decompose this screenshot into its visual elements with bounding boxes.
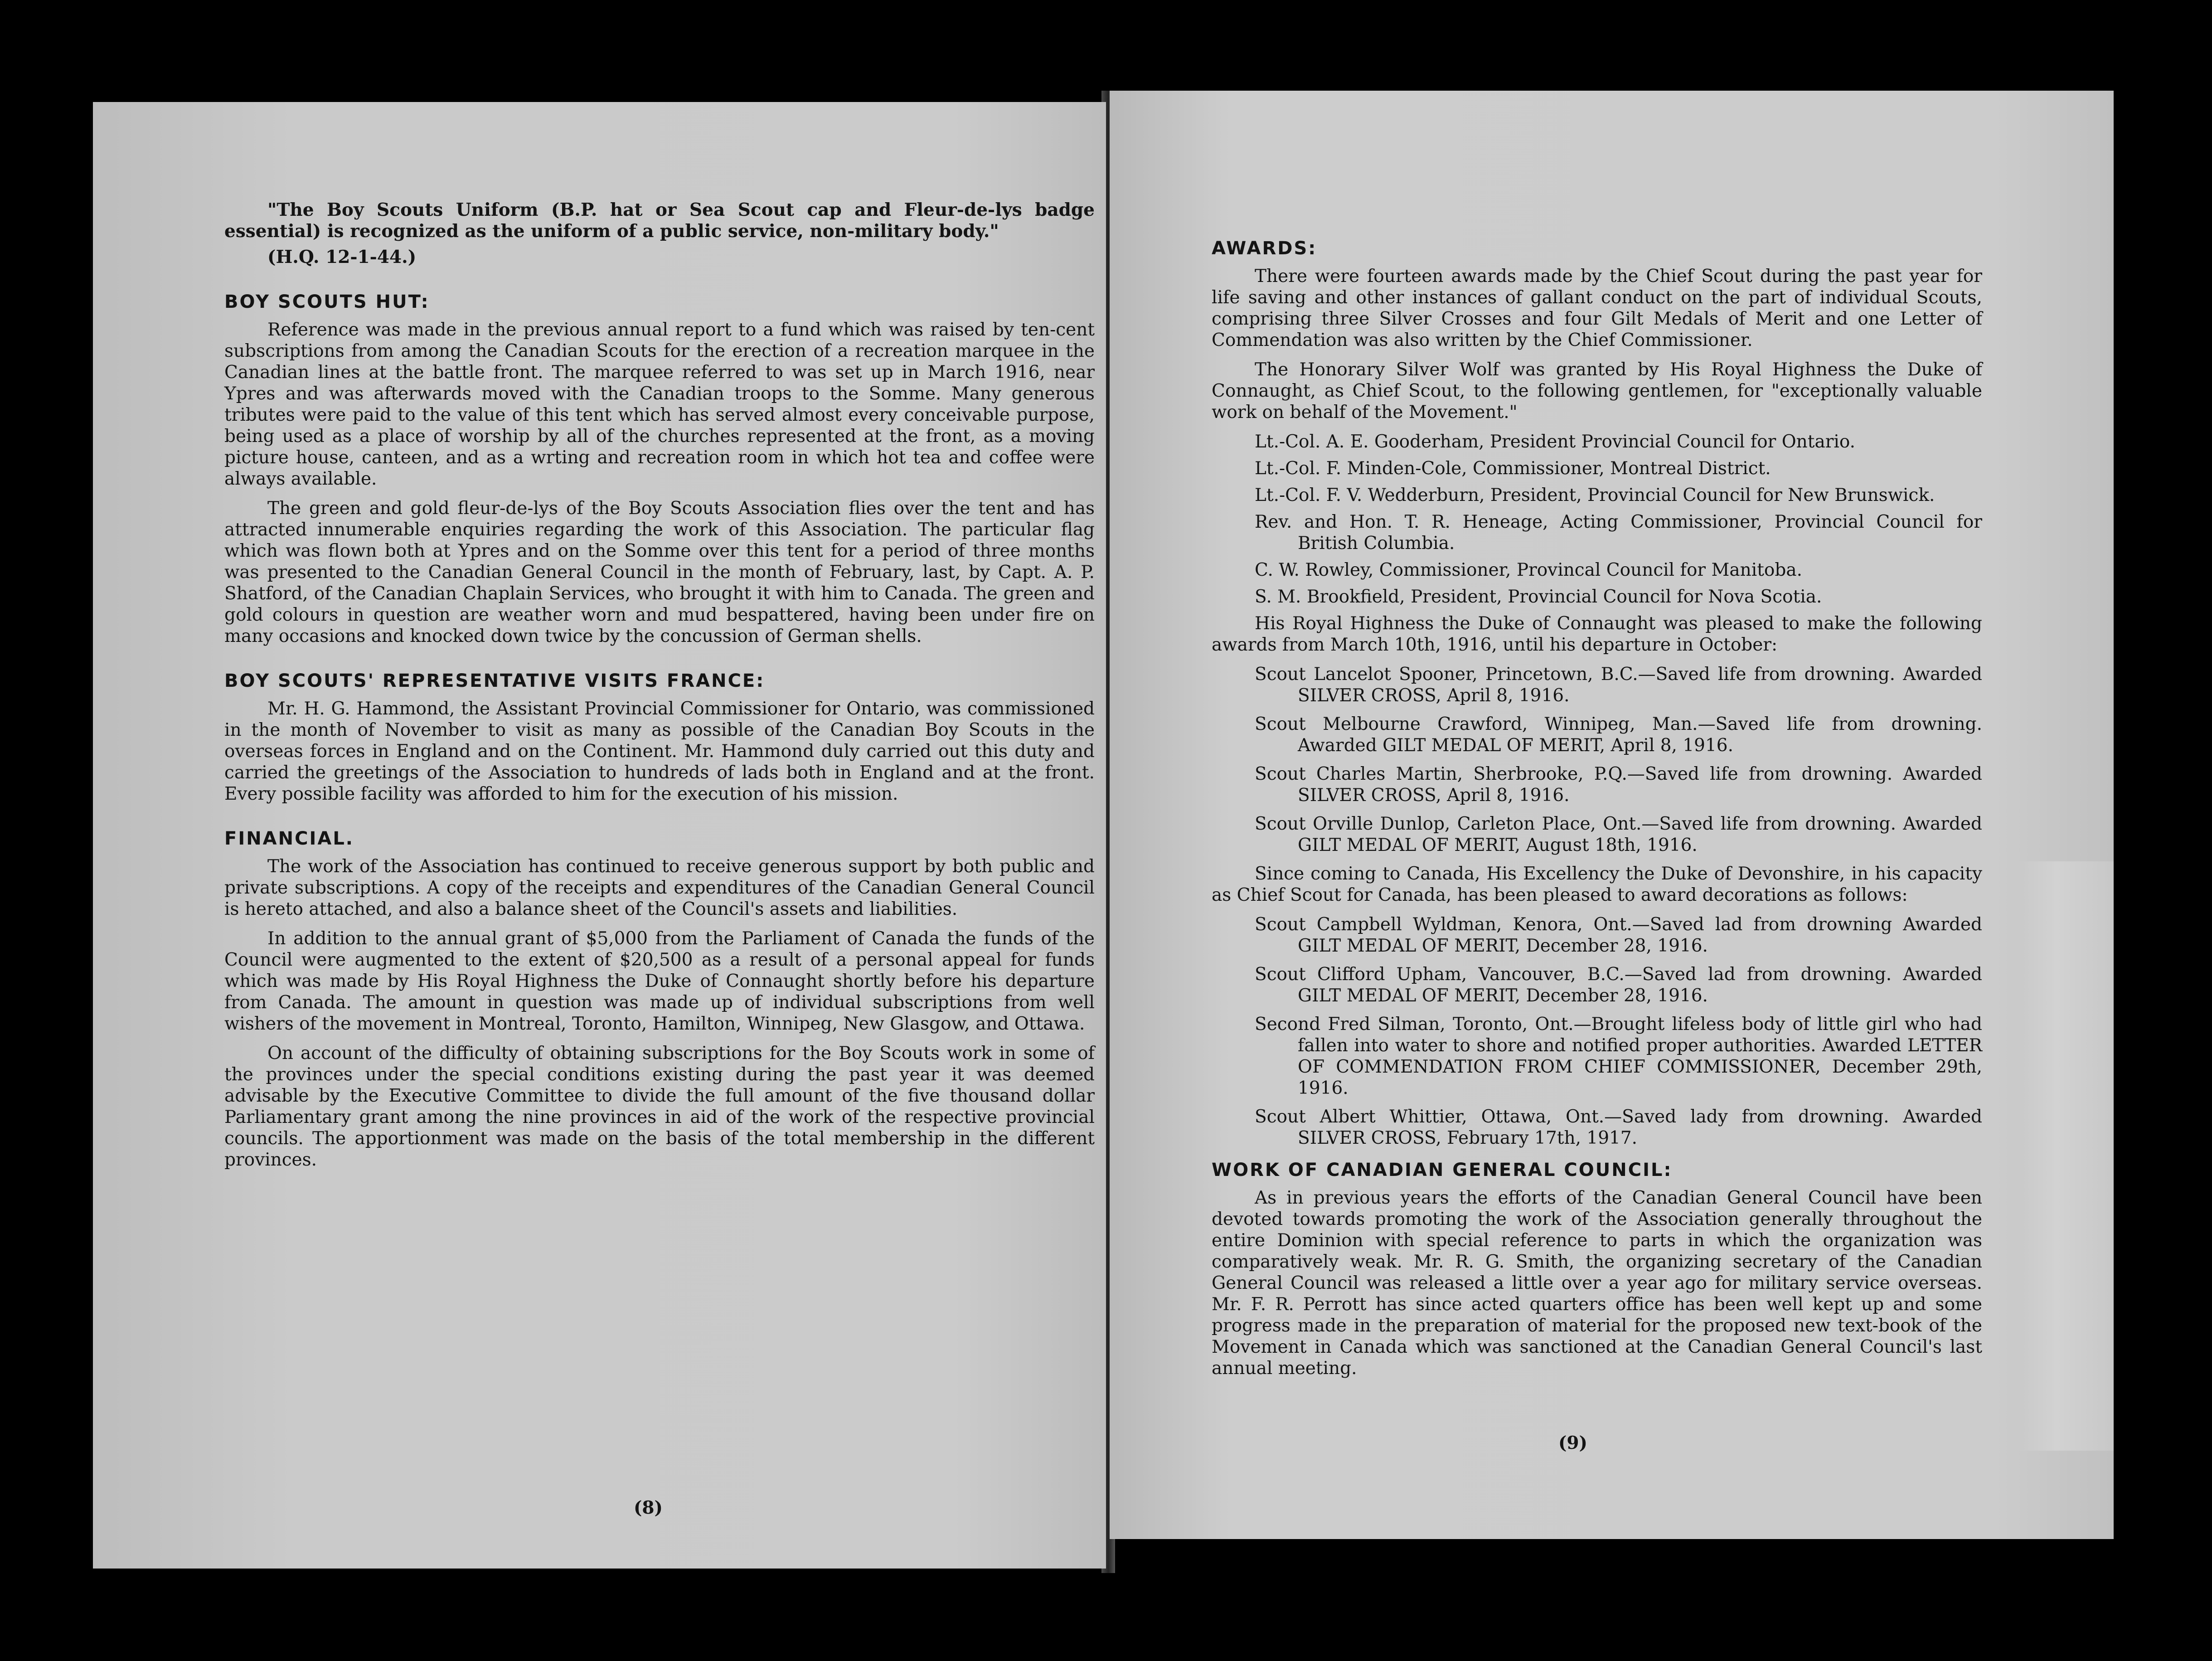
paragraph: As in previous years the efforts of the Canadian General Council have been devoted towards promoting the work of the Association generally throughout the entire Dominion with special reference to parts in which the organization was comparatively weak. Mr. R. G. Smith, the organizing secretary of the Canadian General Council was released a little over a year ago for military service overseas. Mr. F. R. Perrott has since acted quarters office has been well kept up and some progress made in the preparation of material for the proposed new text-book of the Movement in Canada which was sanctioned at the Canadian General Council's last annual meeting.	[1212, 1188, 1982, 1379]
paragraph: In addition to the annual grant of $5,000 from the Parliament of Canada the funds of the Council were augmented to the extent of $20,500 as a result of a personal appeal for funds which was made by His Royal Highness the Duke of Connaught shortly before his departure from Canada. The amount in question was made up of individual subscriptions from well wishers of the movement in Montreal, Toronto, Hamilton, Winnipeg, New Glasgow, and Ottawa.	[224, 928, 1095, 1034]
award-entry: Second Fred Silman, Toronto, Ont.—Brought lifeless body of little girl who had fallen into water to shore and notified proper authorities. Awarded LETTER OF COMMENDATION FROM CHIEF COMMISSIONER, December 29th, 1916.	[1255, 1014, 1982, 1098]
page-number: (9)	[1558, 1433, 1588, 1453]
left-page	[93, 102, 1106, 1569]
silver-wolf-recipient: C. W. Rowley, Commissioner, Provincal Council for Manitoba.	[1255, 560, 1803, 580]
award-entry: Scout Clifford Upham, Vancouver, B.C.—Saved lad from drowning. Awarded GILT MEDAL OF MERIT, December 28, 1916.	[1255, 964, 1982, 1006]
uniform-quote-reference: (H.Q. 12-1-44.)	[267, 247, 417, 267]
paragraph: The work of the Association has continued to receive generous support by both public and private subscriptions. A copy of the receipts and expenditures of the Canadian General Council is hereto attached, and also a balance sheet of the Council's assets and liabilities.	[224, 856, 1095, 919]
section-heading-boy-scouts-hut: BOY SCOUTS HUT:	[224, 291, 430, 312]
section-heading-awards: AWARDS:	[1212, 238, 1317, 259]
award-entry: Scout Orville Dunlop, Carleton Place, Ont.—Saved life from drowning. Awarded GILT MEDAL OF MERIT, August 18th, 1916.	[1255, 814, 1982, 855]
paragraph: Reference was made in the previous annual report to a fund which was raised by ten-cent subscriptions from among the Canadian Scouts for the erection of a recreation marquee in the Canadian lines at the battle front. The marquee referred to was set up in March 1916, near Ypres and was afterwards moved with the Canadian troops to the Somme. Many generous tributes were paid to the value of this tent which has served almost every conceivable purpose, being used as a place of worship by all of the churches represented at the front, as a moving picture house, canteen, and as a wrting and recreation room in which hot tea and coffee were always available.	[224, 320, 1095, 489]
award-entry: Scout Campbell Wyldman, Kenora, Ont.—Saved lad from drowning Awarded GILT MEDAL OF MERIT, December 28, 1916.	[1255, 914, 1982, 956]
paragraph: There were fourteen awards made by the Chief Scout during the past year for life saving and other instances of gallant conduct on the part of individual Scouts, comprising three Silver Crosses and four Gilt Medals of Merit and one Letter of Commendation was also written by the Chief Commissioner.	[1212, 266, 1982, 350]
section-heading-work-of-council: WORK OF CANADIAN GENERAL COUNCIL:	[1212, 1160, 1673, 1180]
award-entry: Scout Melbourne Crawford, Winnipeg, Man.—Saved life from drowning. Awarded GILT MEDAL OF MERIT, April 8, 1916.	[1255, 714, 1982, 756]
paragraph: On account of the difficulty of obtaining subscriptions for the Boy Scouts work in some of the provinces under the special conditions existing during the past year it was deemed advisable by the Executive Committee to divide the full amount of the five thousand dollar Parliamentary grant among the nine provinces in aid of the work of the respective provincial councils. The apportionment was made on the basis of the total membership in the different provinces.	[224, 1043, 1095, 1170]
section-heading-representative-visits-france: BOY SCOUTS' REPRESENTATIVE VISITS FRANCE:	[224, 670, 765, 691]
silver-wolf-recipient: Lt.-Col. A. E. Gooderham, President Provincial Council for Ontario.	[1255, 432, 1856, 452]
award-entry: Scout Albert Whittier, Ottawa, Ont.—Saved lady from drowning. Awarded SILVER CROSS, February 17th, 1917.	[1255, 1107, 1982, 1148]
paragraph: Mr. H. G. Hammond, the Assistant Provincial Commissioner for Ontario, was commissioned in the month of November to visit as many as possible of the Canadian Boy Scouts in the overseas forces in England and on the Continent. Mr. Hammond duly carried out this duty and carried the greetings of the Association to hundreds of lads both in England and at the front. Every possible facility was afforded to him for the execution of his mission.	[224, 699, 1095, 804]
paragraph: His Royal Highness the Duke of Connaught was pleased to make the following awards from March 10th, 1916, until his departure in October:	[1212, 613, 1982, 655]
silver-wolf-recipient: Rev. and Hon. T. R. Heneage, Acting Commissioner, Provincial Council for British Columbia.	[1255, 512, 1982, 554]
paragraph: The green and gold fleur-de-lys of the Boy Scouts Association flies over the tent and has attracted innumerable enquiries regarding the work of this Association. The particular flag which was flown both at Ypres and on the Somme over this tent for a period of three months was presented to the Canadian General Council in the month of February, last, by Capt. A. P. Shatford, of the Canadian Chaplain Services, who brought it with him to Canada. The green and gold colours in question are weather worn and mud bespattered, having been under fire on many occasions and knocked down twice by the concussion of German shells.	[224, 498, 1095, 646]
silver-wolf-recipient: S. M. Brookfield, President, Provincial Council for Nova Scotia.	[1255, 587, 1822, 607]
right-page-content	[1212, 238, 1982, 1387]
paragraph: Since coming to Canada, His Excellency the Duke of Devonshire, in his capacity as Chief Scout for Canada, has been pleased to award decorations as follows:	[1212, 864, 1982, 905]
page-number: (8)	[633, 1497, 663, 1518]
award-entry: Scout Charles Martin, Sherbrooke, P.Q.—Saved life from drowning. Awarded SILVER CROSS, April 8, 1916.	[1255, 764, 1982, 806]
paragraph: The Honorary Silver Wolf was granted by His Royal Highness the Duke of Connaught, as Chief Scout, to the following gentlemen, for "exceptionally valuable work on behalf of the Movement."	[1212, 359, 1982, 423]
section-heading-financial: FINANCIAL.	[224, 828, 354, 849]
left-page-content	[224, 199, 1095, 1179]
award-entry: Scout Lancelot Spooner, Princetown, B.C.—Saved life from drowning. Awarded SILVER CROSS, April 8, 1916.	[1255, 664, 1982, 706]
uniform-quote: "The Boy Scouts Uniform (B.P. hat or Sea Scout cap and Fleur-de-lys badge essential) is recognized as the uniform of a public service, non-military body."	[224, 199, 1095, 242]
silver-wolf-recipient: Lt.-Col. F. V. Wedderburn, President, Provincial Council for New Brunswick.	[1255, 485, 1935, 505]
paper-stain	[2018, 861, 2114, 1451]
right-page	[1110, 91, 2114, 1539]
silver-wolf-recipient: Lt.-Col. F. Minden-Cole, Commissioner, Montreal District.	[1255, 458, 1771, 479]
